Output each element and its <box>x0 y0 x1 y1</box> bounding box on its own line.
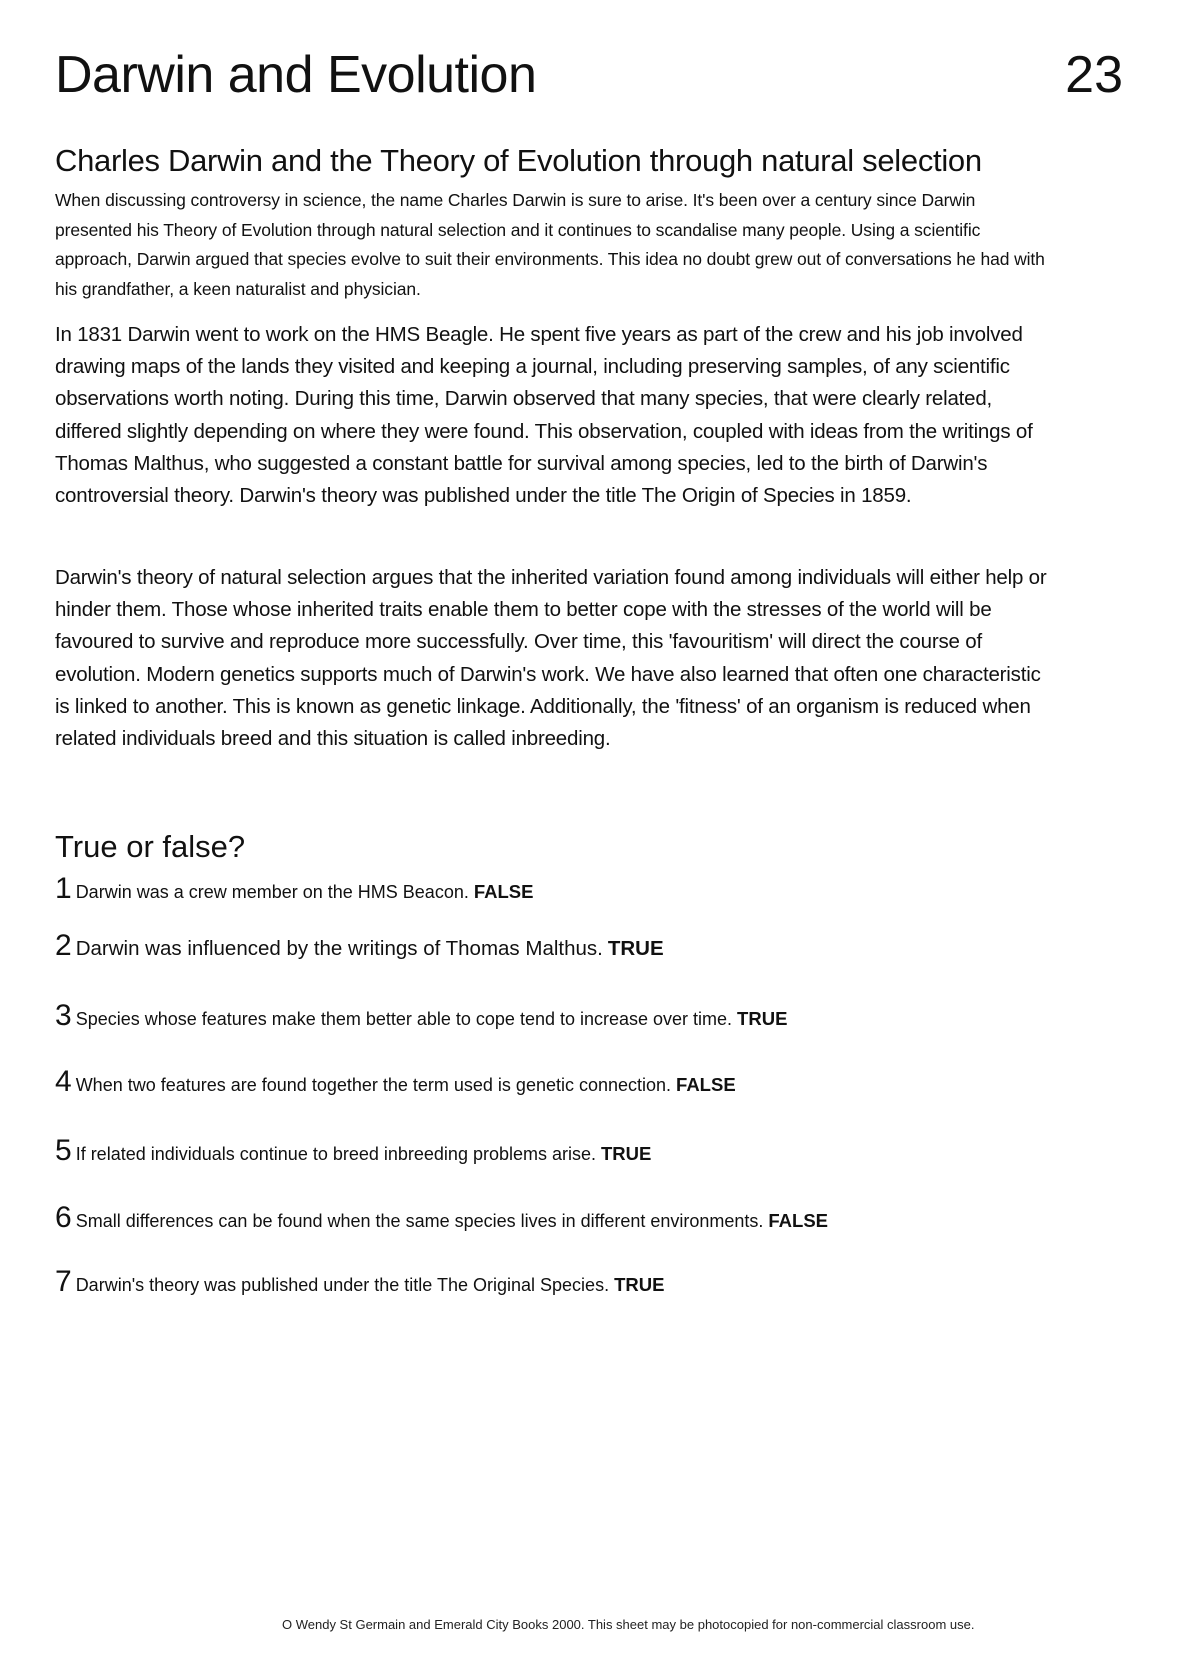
question-answer: TRUE <box>614 1274 665 1295</box>
quiz-item <box>55 1065 1115 1099</box>
question-text: Darwin was influenced by the writings of Thomas Malthus. <box>75 937 603 960</box>
question-answer: TRUE <box>607 937 664 960</box>
section-heading: Charles Darwin and the Theory of Evolution through natural selection <box>55 143 982 178</box>
question-number: 1 <box>55 872 72 905</box>
question-answer: TRUE <box>737 1008 788 1029</box>
body-paragraph: In 1831 Darwin went to work on the HMS Beagle. He spent five years as part of the crew and his job involved drawing maps of the lands they visited and keeping a journal, including preserving samples, of any scientific observations worth noting. During this time, Darwin observed that many species, that were clearly related, differed slightly depending on where they were found. This observation, coupled with ideas from the writings of Thomas Malthus, who suggested a constant battle for survival among species, led to the birth of Darwin's controversial theory. Darwin's theory was published under the title The Origin of Species in 1859. <box>55 323 1033 508</box>
copyright-footer: O Wendy St Germain and Emerald City Books 2000. This sheet may be photocopied for non-commercial classroom use. <box>282 1617 975 1632</box>
quiz-item <box>55 929 1115 963</box>
question-number: 3 <box>55 999 72 1032</box>
question-text: Darwin's theory was published under the title The Original Species. <box>75 1275 610 1295</box>
page-header <box>55 42 1123 112</box>
question-text: Species whose features make them better able to cope tend to increase over time. <box>75 1009 733 1029</box>
question-answer: FALSE <box>676 1074 736 1095</box>
question-number: 7 <box>55 1265 72 1298</box>
question-answer: TRUE <box>601 1143 652 1164</box>
question-text: If related individuals continue to breed inbreeding problems arise. <box>75 1144 596 1164</box>
question-number: 4 <box>55 1065 72 1098</box>
quiz-item <box>55 999 1115 1033</box>
quiz-item <box>55 1201 1115 1235</box>
question-number: 5 <box>55 1134 72 1167</box>
question-number: 6 <box>55 1201 72 1234</box>
question-text: Darwin was a crew member on the HMS Beacon. <box>75 882 469 902</box>
question-answer: FALSE <box>473 881 534 902</box>
quiz-item <box>55 872 1115 906</box>
page-title: Darwin and Evolution <box>55 46 537 104</box>
quiz-heading: True or false? <box>55 829 246 864</box>
page-number: 23 <box>1065 46 1123 104</box>
intro-paragraph: When discussing controversy in science, the name Charles Darwin is sure to arise. It's been over a century since Darwin presented his Theory of Evolution through natural selection and it continues to scandalise many people. Using a scientific approach, Darwin argued that species evolve to suit their environments. This idea no doubt grew out of conversations he had with his grandfather, a keen naturalist and physician. <box>55 190 1045 299</box>
body-paragraph: Darwin's theory of natural selection argues that the inherited variation found among individuals will either help or hinder them. Those whose inherited traits enable them to better cope with the stresses of the world will be favoured to survive and reproduce more successfully. Over time, this 'favouritism' will direct the course of evolution. Modern genetics supports much of Darwin's work. We have also learned that often one characteristic is linked to another. This is known as genetic linkage. Additionally, the 'fitness' of an organism is reduced when related individuals breed and this situation is called inbreeding. <box>55 566 1047 751</box>
quiz-item <box>55 1134 1115 1168</box>
question-text: Small differences can be found when the same species lives in different environments. <box>75 1211 764 1231</box>
question-number: 2 <box>55 929 72 962</box>
question-answer: FALSE <box>768 1210 829 1231</box>
question-text: When two features are found together the term used is genetic connection. <box>75 1075 672 1095</box>
quiz-item <box>55 1265 1115 1299</box>
